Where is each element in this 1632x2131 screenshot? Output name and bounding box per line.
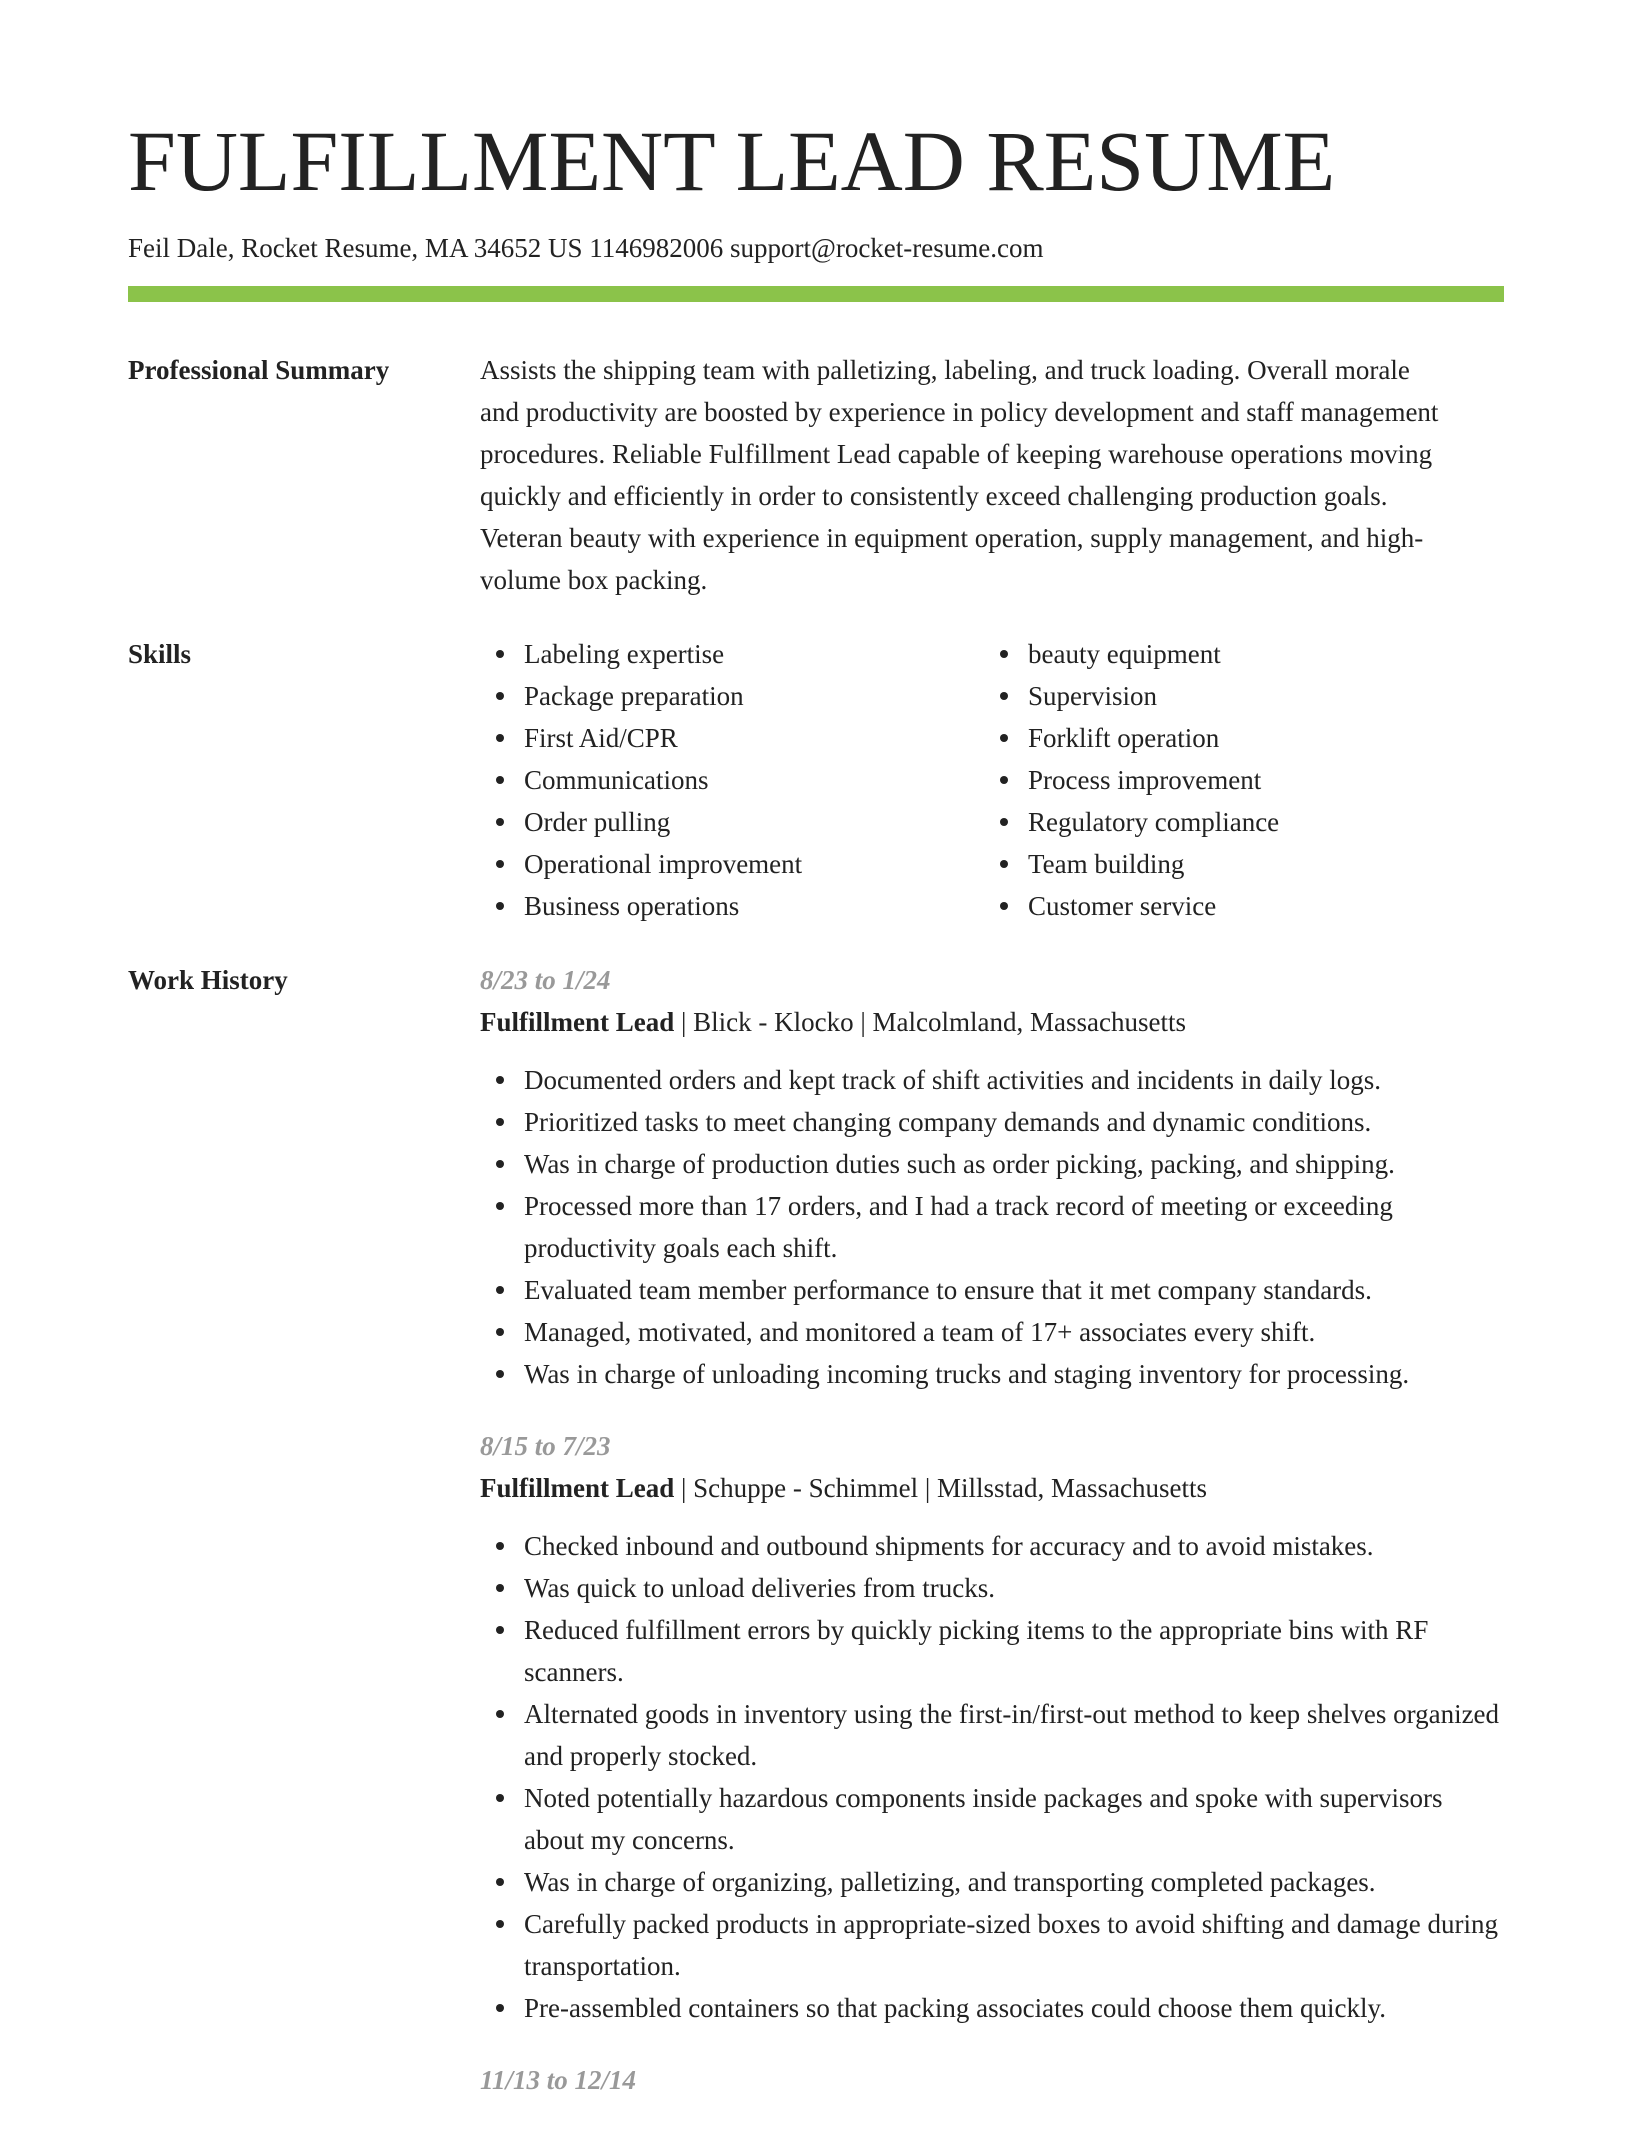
job-bullet: Was in charge of production duties such as order picking, packing, and shipping.: [480, 1143, 1504, 1185]
job-title: Fulfillment Lead: [480, 1473, 675, 1504]
resume-title: FULFILLMENT LEAD RESUME: [128, 113, 1336, 209]
job-bullet: Was in charge of organizing, palletizing, and transporting completed packages.: [480, 1861, 1504, 1903]
skills-grid: [480, 633, 1504, 927]
work-history-list: [480, 959, 1504, 2131]
skill-item: Supervision: [984, 675, 1488, 717]
job-title: Fulfillment Lead: [480, 1007, 675, 1038]
job-details: | Blick - Klocko | Malcolmland, Massachusetts: [674, 1007, 1186, 1038]
contact-line: Feil Dale, Rocket Resume, MA 34652 US 1146982006 support@rocket-resume.com: [128, 233, 1044, 263]
skill-item: beauty equipment: [984, 633, 1488, 675]
section-label-summary: Professional Summary: [128, 355, 390, 386]
skill-item: Customer service: [984, 885, 1488, 927]
skill-item: Labeling expertise: [480, 633, 984, 675]
job-dates: 8/15 to 7/23: [480, 1431, 611, 1462]
job-dates: 11/13 to 12/14: [480, 2065, 637, 2096]
job-bullets: [480, 1059, 1504, 1395]
job-bullet: Carefully packed products in appropriate-sized boxes to avoid shifting and damage during transportation.: [480, 1903, 1504, 1987]
skills-section: [128, 633, 1504, 927]
skill-item: Process improvement: [984, 759, 1488, 801]
section-label-work: Work History: [128, 965, 288, 996]
job-bullet: Was in charge of unloading incoming trucks and staging inventory for processing.: [480, 1353, 1504, 1395]
summary-line: quickly and efficiently in order to consistently exceed challenging production goals.: [480, 481, 1388, 512]
job-entry: [480, 1425, 1504, 2029]
job-bullet: Processed more than 17 orders, and I had a track record of meeting or exceeding productivity goals each shift.: [480, 1185, 1504, 1269]
job-bullet: Prioritized tasks to meet changing company demands and dynamic conditions.: [480, 1101, 1504, 1143]
section-label-skills: Skills: [128, 639, 192, 670]
job-heading: [480, 1001, 1504, 1043]
skills-column-left: [480, 633, 984, 927]
job-bullet: Was quick to unload deliveries from trucks.: [480, 1567, 1504, 1609]
job-bullet: Noted potentially hazardous components inside packages and spoke with supervisors about my concerns.: [480, 1777, 1504, 1861]
job-details: | Schuppe - Schimmel | Millsstad, Massachusetts: [674, 1473, 1208, 1504]
job-bullet: Pre-assembled containers so that packing associates could choose them quickly.: [480, 1987, 1504, 2029]
skill-item: Business operations: [480, 885, 984, 927]
skill-item: Communications: [480, 759, 984, 801]
summary-line: procedures. Reliable Fulfillment Lead capable of keeping warehouse operations moving: [480, 439, 1433, 470]
work-history-section: [128, 959, 1504, 2131]
summary-line: volume box packing.: [480, 565, 708, 596]
job-bullet: Documented orders and kept track of shift activities and incidents in daily logs.: [480, 1059, 1504, 1101]
skill-item: Package preparation: [480, 675, 984, 717]
summary-text: [480, 349, 1504, 601]
job-bullets: [480, 1525, 1504, 2029]
summary-line: and productivity are boosted by experience in policy development and staff management: [480, 397, 1439, 428]
skills-column-right: [984, 633, 1488, 927]
skill-item: Forklift operation: [984, 717, 1488, 759]
job-heading: [480, 1467, 1504, 1509]
job-bullet: Alternated goods in inventory using the first-in/first-out method to keep shelves organized and properly stocked.: [480, 1693, 1504, 1777]
skill-item: Order pulling: [480, 801, 984, 843]
job-entry: [480, 2059, 1504, 2101]
summary-line: Veteran beauty with experience in equipment operation, supply management, and high-: [480, 523, 1424, 554]
skill-item: Operational improvement: [480, 843, 984, 885]
professional-summary-section: [128, 349, 1504, 601]
skill-item: Regulatory compliance: [984, 801, 1488, 843]
skill-item: First Aid/CPR: [480, 717, 984, 759]
job-bullet: Evaluated team member performance to ensure that it met company standards.: [480, 1269, 1504, 1311]
job-dates: 8/23 to 1/24: [480, 965, 611, 996]
job-bullet: Checked inbound and outbound shipments for accuracy and to avoid mistakes.: [480, 1525, 1504, 1567]
job-bullet: Managed, motivated, and monitored a team of 17+ associates every shift.: [480, 1311, 1504, 1353]
resume-page: [128, 113, 1504, 2131]
header-divider: [128, 286, 1504, 302]
job-bullet: Reduced fulfillment errors by quickly picking items to the appropriate bins with RF scanners.: [480, 1609, 1504, 1693]
summary-line: Assists the shipping team with palletizing, labeling, and truck loading. Overall morale: [480, 355, 1410, 386]
job-entry: [480, 959, 1504, 1395]
skill-item: Team building: [984, 843, 1488, 885]
